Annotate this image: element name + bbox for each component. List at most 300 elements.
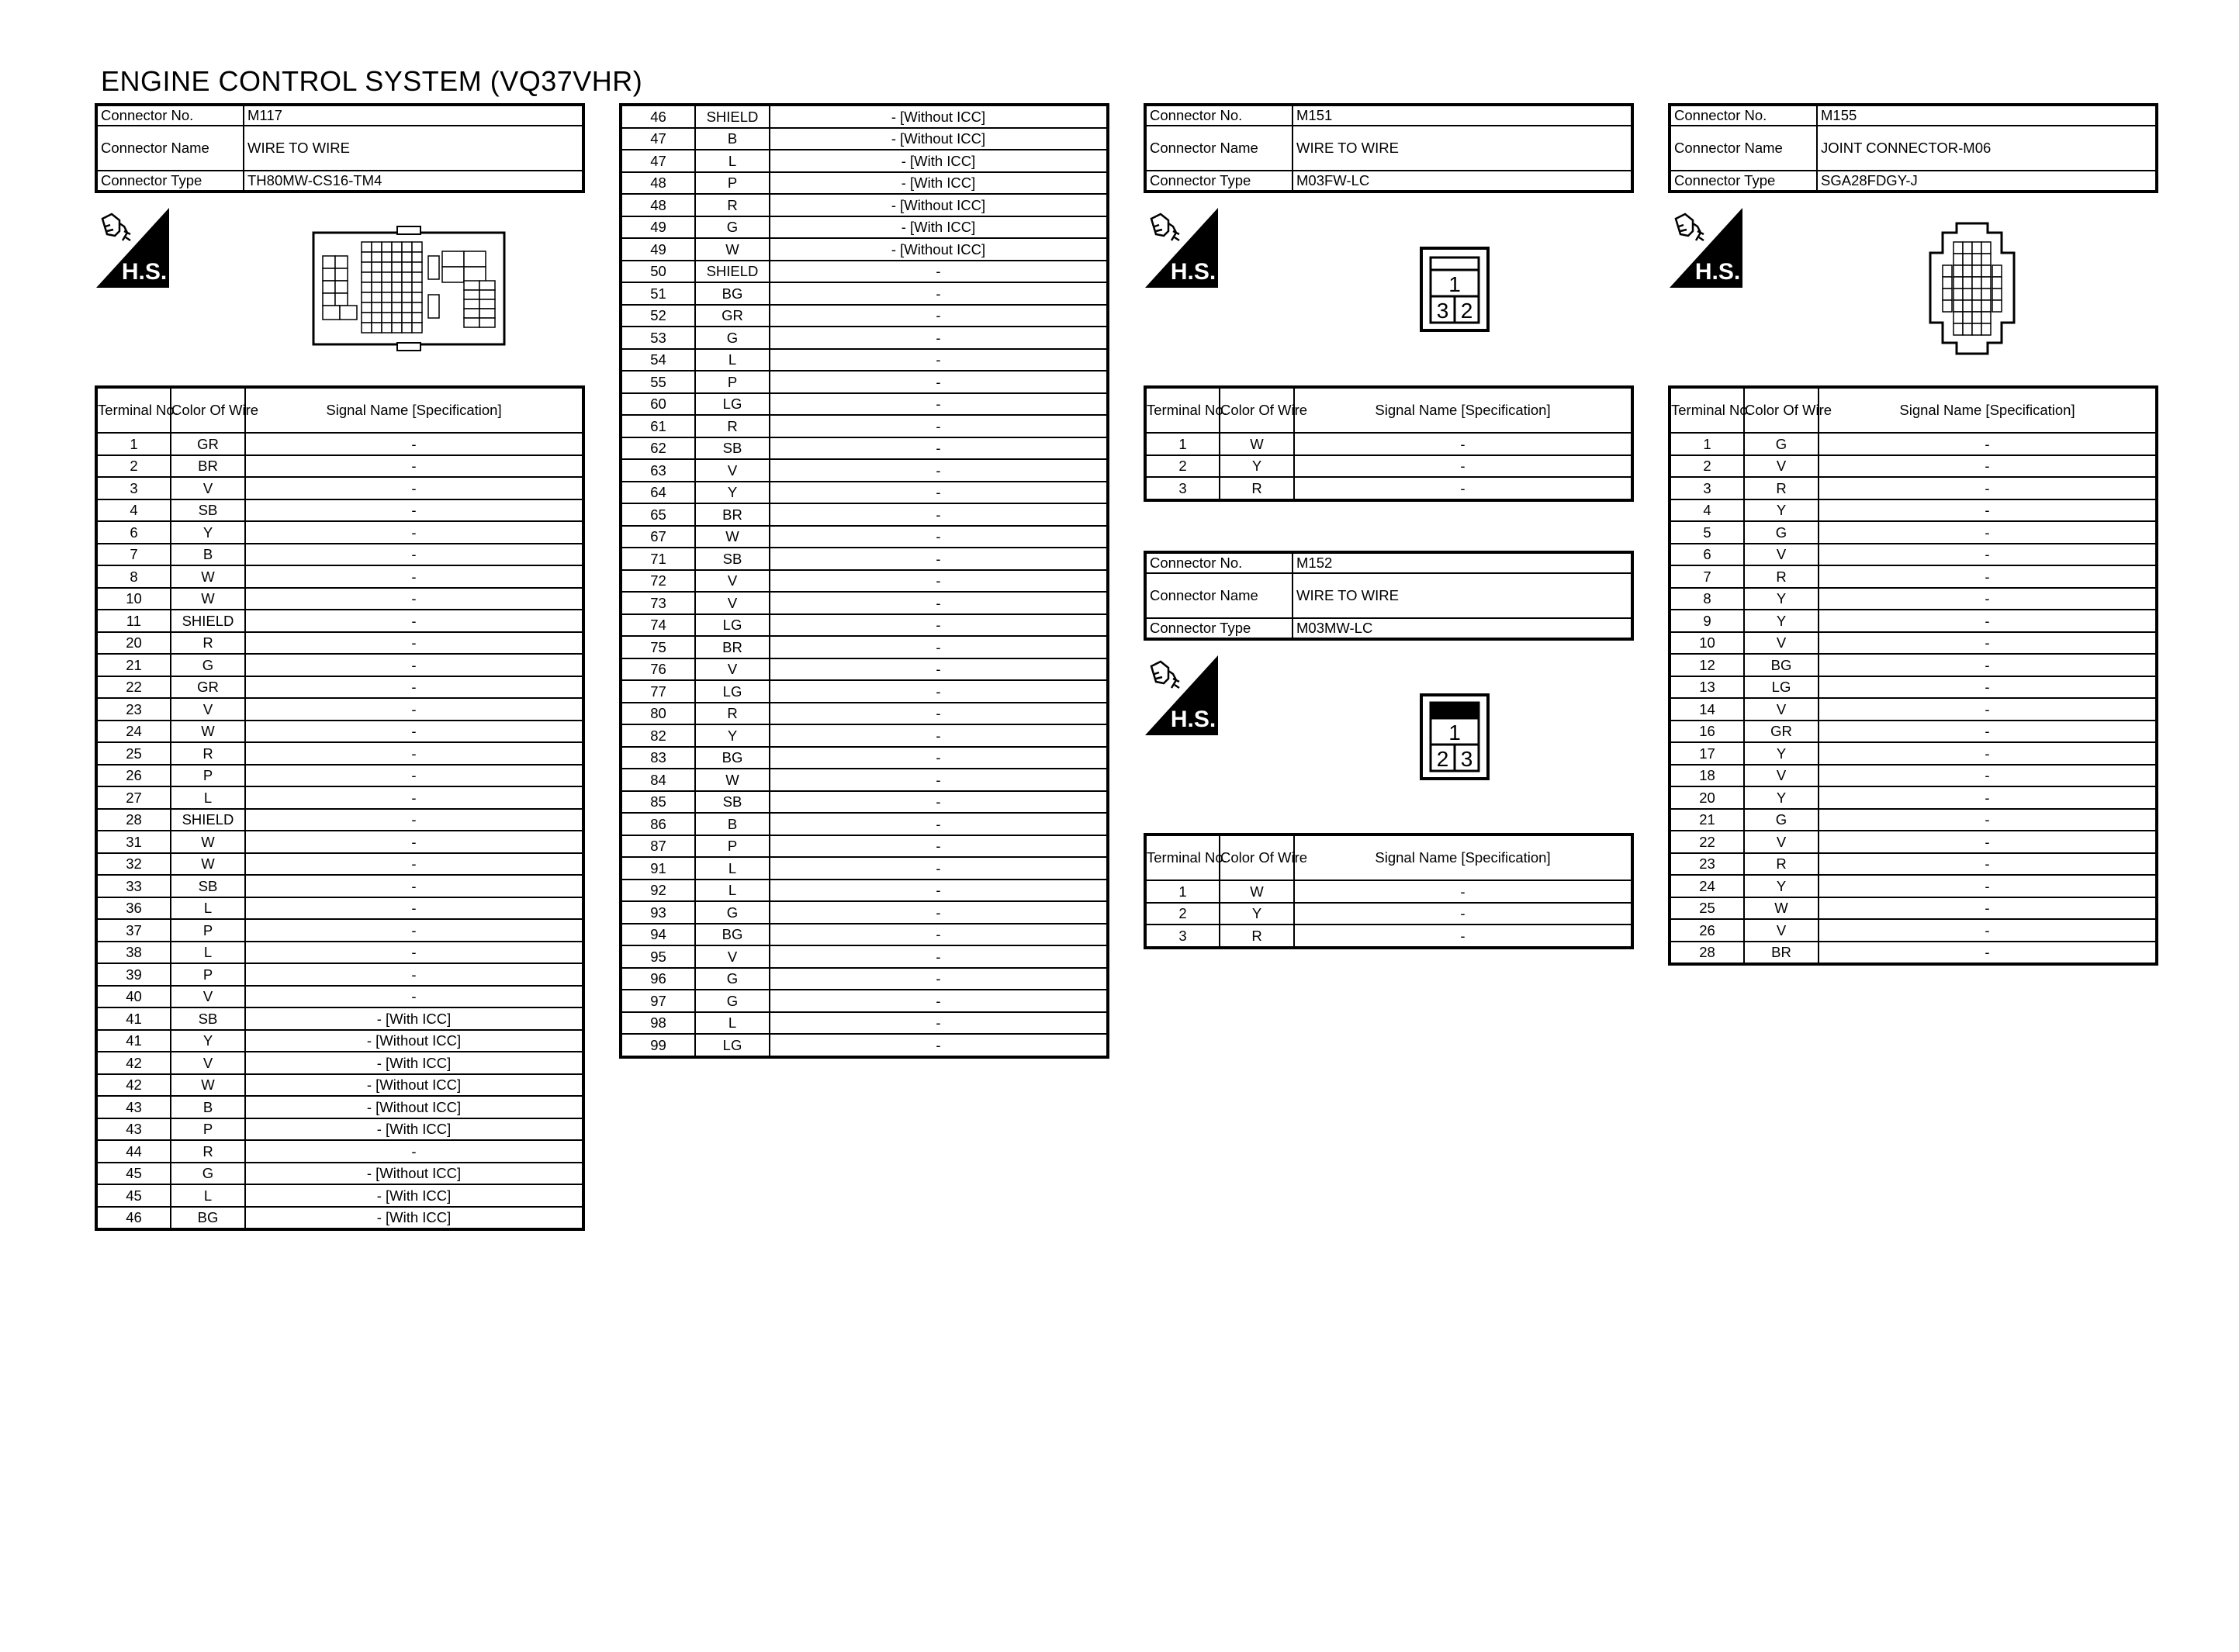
- connector-pin-cell: [1963, 289, 1972, 300]
- terminal-no-cell: 2: [96, 455, 171, 478]
- connector-pin-cell: [372, 292, 382, 302]
- terminal-no-cell: 63: [621, 459, 695, 482]
- wire-color-cell: G: [171, 1163, 245, 1185]
- terminal-no-cell: 37: [96, 919, 171, 942]
- wire-color-cell: Y: [1744, 875, 1819, 897]
- table-row: [621, 194, 1108, 216]
- table-row: [621, 459, 1108, 482]
- signal-name-cell: -: [770, 1034, 1108, 1057]
- terminal-no-cell: 4: [96, 499, 171, 522]
- terminal-no-cell: 21: [1670, 809, 1744, 831]
- table-row: [1670, 610, 2157, 632]
- connector-name-value: JOINT CONNECTOR-M06: [1817, 126, 2157, 171]
- signal-name-cell: - [Without ICC]: [770, 128, 1108, 150]
- connector-pin-cell: [1981, 277, 1991, 289]
- connector-pin-cell: [372, 242, 382, 252]
- wire-color-cell: G: [695, 901, 770, 924]
- connector-pin-cell: [392, 242, 402, 252]
- terminal-no-cell: 62: [621, 437, 695, 460]
- wire-color-cell: G: [1744, 521, 1819, 544]
- wire-color-cell: R: [1220, 924, 1294, 948]
- connector-pin-cell: [402, 313, 412, 323]
- wire-color-cell: P: [171, 765, 245, 787]
- pin-label: 3: [1460, 747, 1473, 771]
- table-row: [621, 747, 1108, 769]
- signal-name-cell: -: [1819, 588, 2157, 610]
- connector-pin-cell: [392, 313, 402, 323]
- signal-name-cell: -: [770, 393, 1108, 416]
- terminal-no-cell: 41: [96, 1007, 171, 1030]
- signal-name-cell: - [With ICC]: [770, 216, 1108, 239]
- wire-color-cell: L: [695, 349, 770, 372]
- signal-name-cell: -: [770, 658, 1108, 681]
- signal-name-cell: -: [770, 1012, 1108, 1035]
- wire-color-cell: GR: [1744, 721, 1819, 743]
- connector-pin-cell: [392, 252, 402, 262]
- connector-name-value: WIRE TO WIRE: [1293, 126, 1632, 171]
- table-row: [621, 724, 1108, 747]
- connector-info-m152: [1144, 551, 1634, 641]
- terminal-no-cell: 27: [96, 786, 171, 809]
- wire-color-cell: V: [1744, 919, 1819, 942]
- terminal-no-cell: 23: [96, 698, 171, 721]
- table-row: [621, 128, 1108, 150]
- connector-pin-cell: [464, 281, 479, 290]
- connector-pin-cell: [479, 318, 495, 327]
- terminal-no-cell: 3: [1145, 924, 1220, 948]
- table-row: [1670, 942, 2157, 965]
- connector-pin-cell: [323, 268, 335, 281]
- connector-pin-cell: [1981, 242, 1991, 254]
- table-row: [621, 570, 1108, 593]
- signal-name-cell: -: [770, 415, 1108, 437]
- signal-name-cell: -: [245, 721, 583, 743]
- table-row: [96, 809, 583, 831]
- table-row: [96, 919, 583, 942]
- signal-name-cell: -: [245, 765, 583, 787]
- terminal-no-cell: 18: [1670, 765, 1744, 787]
- wire-color-cell: V: [695, 945, 770, 968]
- wire-color-cell: LG: [695, 614, 770, 637]
- wire-color-cell: W: [171, 1074, 245, 1097]
- wire-color-cell: P: [695, 172, 770, 195]
- pin-label: 2: [1436, 747, 1449, 771]
- table-row: [621, 968, 1108, 990]
- table-row: [1670, 809, 2157, 831]
- connector-pin-cell: [382, 323, 392, 333]
- table-row: [1670, 875, 2157, 897]
- wire-color-cell: V: [1744, 455, 1819, 478]
- connector-pin-cell: [323, 256, 335, 268]
- connector-info-m151: [1144, 103, 1634, 193]
- wire-color-cell: BG: [695, 282, 770, 305]
- wire-color-cell: G: [695, 216, 770, 239]
- table-row: [1145, 433, 1632, 455]
- terminal-no-cell: 98: [621, 1012, 695, 1035]
- wire-color-cell: Y: [1744, 786, 1819, 809]
- terminal-no-cell: 83: [621, 747, 695, 769]
- table-row: [96, 544, 583, 566]
- terminal-no-cell: 5: [1670, 521, 1744, 544]
- table-row: [1670, 897, 2157, 920]
- connector-pin-cell: [392, 262, 402, 272]
- connector-pin-cell: [1992, 277, 2002, 289]
- signal-name-cell: -: [770, 857, 1108, 880]
- signal-name-cell: -: [1819, 676, 2157, 699]
- wire-color-cell: V: [695, 658, 770, 681]
- connector-diagram-m117: [312, 225, 506, 352]
- connector-no-value: M152: [1293, 552, 1632, 573]
- wire-color-cell: BR: [171, 455, 245, 478]
- connector-pin-cell: [1943, 265, 1952, 277]
- signal-name-cell: -: [770, 327, 1108, 349]
- terminal-no-cell: 85: [621, 791, 695, 814]
- terminal-no-cell: 95: [621, 945, 695, 968]
- connector-pin-cell: [323, 293, 335, 306]
- color-of-wire-header: Color Of Wire: [1220, 835, 1294, 880]
- wire-color-cell: V: [1744, 831, 1819, 853]
- table-row: [621, 835, 1108, 858]
- wire-color-cell: R: [1744, 477, 1819, 499]
- svg-text:H.S.: H.S.: [1170, 707, 1216, 732]
- wire-color-cell: R: [1220, 477, 1294, 500]
- wire-color-cell: G: [695, 327, 770, 349]
- wire-color-cell: L: [171, 897, 245, 920]
- table-row: [1670, 455, 2157, 478]
- signal-name-cell: -: [245, 610, 583, 632]
- connector-pin-cell: [323, 281, 335, 293]
- signal-name-cell: - [With ICC]: [245, 1007, 583, 1030]
- signal-name-cell: - [Without ICC]: [770, 194, 1108, 216]
- signal-name-cell: -: [770, 880, 1108, 902]
- table-row: [96, 765, 583, 787]
- table-row: [96, 831, 583, 853]
- terminal-no-cell: 61: [621, 415, 695, 437]
- table-row: [96, 1096, 583, 1118]
- wire-color-cell: SHIELD: [171, 809, 245, 831]
- wire-color-cell: R: [695, 415, 770, 437]
- wire-color-cell: B: [171, 1096, 245, 1118]
- terminal-table-m117-b: [619, 103, 1109, 1059]
- connector-info-m155: [1668, 103, 2158, 193]
- connector-pin-cell: [335, 293, 348, 306]
- wire-color-cell: GR: [171, 676, 245, 699]
- signal-name-cell: -: [245, 853, 583, 876]
- terminal-no-cell: 11: [96, 610, 171, 632]
- wire-color-cell: SB: [171, 499, 245, 522]
- table-row: [96, 477, 583, 499]
- connector-pin-cell: [1981, 289, 1991, 300]
- wire-color-cell: LG: [1744, 676, 1819, 699]
- signal-name-cell: -: [770, 747, 1108, 769]
- signal-name-cell: -: [245, 831, 583, 853]
- pin-label: 3: [1436, 299, 1449, 323]
- table-row: [621, 658, 1108, 681]
- connector-pin-cell: [464, 318, 479, 327]
- connector-pin-cell: [382, 282, 392, 292]
- terminal-no-cell: 54: [621, 349, 695, 372]
- wire-color-cell: V: [171, 1052, 245, 1074]
- signal-name-cell: -: [770, 901, 1108, 924]
- connector-pin-cell: [464, 309, 479, 318]
- table-row: [96, 721, 583, 743]
- connector-pin-cell: [1972, 242, 1981, 254]
- signal-name-cell: -: [1819, 919, 2157, 942]
- wire-color-cell: SB: [171, 875, 245, 897]
- table-row: [1670, 499, 2157, 522]
- wire-color-cell: SB: [171, 1007, 245, 1030]
- wire-color-cell: R: [171, 632, 245, 655]
- table-row: [621, 592, 1108, 614]
- table-row: [96, 1184, 583, 1207]
- wire-color-cell: G: [1744, 809, 1819, 831]
- terminal-no-header: Terminal No.: [96, 387, 171, 433]
- signal-name-cell: - [Without ICC]: [770, 105, 1108, 128]
- terminal-no-cell: 73: [621, 592, 695, 614]
- wire-color-cell: V: [1744, 632, 1819, 655]
- wire-color-cell: W: [1744, 897, 1819, 920]
- connector-pin-cell: [382, 302, 392, 313]
- terminal-no-header: Terminal No.: [1145, 835, 1220, 880]
- table-row: [621, 636, 1108, 658]
- connector-pin-cell: [1954, 242, 1963, 254]
- pin-label: 2: [1460, 299, 1473, 323]
- connector-pin-cell: [1954, 323, 1963, 335]
- terminal-no-cell: 13: [1670, 676, 1744, 699]
- table-row: [96, 1030, 583, 1052]
- table-row: [621, 924, 1108, 946]
- signal-name-cell: -: [770, 680, 1108, 703]
- connector-pin-cell: [428, 256, 439, 279]
- signal-name-cell: - [Without ICC]: [245, 1030, 583, 1052]
- wire-color-cell: V: [1744, 698, 1819, 721]
- connector-pin-cell: [340, 306, 357, 320]
- terminal-no-cell: 80: [621, 703, 695, 725]
- wire-color-cell: R: [1744, 853, 1819, 876]
- signal-name-cell: -: [245, 521, 583, 544]
- connector-pin-cell: [372, 302, 382, 313]
- terminal-no-cell: 93: [621, 901, 695, 924]
- table-row: [621, 880, 1108, 902]
- signal-name-cell: -: [1819, 897, 2157, 920]
- wire-color-cell: Y: [1744, 610, 1819, 632]
- connector-pin-cell: [362, 262, 372, 272]
- table-row: [621, 680, 1108, 703]
- signal-name-cell: -: [245, 698, 583, 721]
- table-row: [621, 503, 1108, 526]
- terminal-no-cell: 26: [96, 765, 171, 787]
- connector-pin-cell: [1972, 300, 1981, 312]
- terminal-no-header: Terminal No.: [1670, 387, 1744, 433]
- connector-pin-cell: [1963, 242, 1972, 254]
- table-row: [96, 786, 583, 809]
- terminal-no-cell: 48: [621, 172, 695, 195]
- signal-name-cell: -: [1819, 765, 2157, 787]
- signal-name-cell: -: [770, 791, 1108, 814]
- connector-pin-cell: [1954, 254, 1963, 265]
- table-row: [621, 349, 1108, 372]
- connector-name-label: Connector Name: [96, 126, 244, 171]
- connector-pin-cell: [442, 267, 464, 282]
- terminal-no-cell: 1: [1145, 880, 1220, 903]
- terminal-no-cell: 74: [621, 614, 695, 637]
- table-row: [1670, 919, 2157, 942]
- wire-color-cell: V: [695, 592, 770, 614]
- connector-type-label: Connector Type: [1670, 171, 1817, 192]
- table-row: [96, 897, 583, 920]
- connector-pin-cell: [1943, 289, 1952, 300]
- table-row: [621, 548, 1108, 570]
- table-row: [96, 986, 583, 1008]
- wire-color-cell: SB: [695, 437, 770, 460]
- signal-name-cell: -: [1819, 521, 2157, 544]
- wire-color-cell: Y: [1744, 588, 1819, 610]
- connector-pin-cell: [412, 292, 422, 302]
- table-row: [621, 238, 1108, 261]
- connector-pin-cell: [382, 242, 392, 252]
- terminal-no-cell: 72: [621, 570, 695, 593]
- wire-color-cell: V: [171, 477, 245, 499]
- terminal-no-cell: 45: [96, 1163, 171, 1185]
- wire-color-cell: B: [695, 813, 770, 835]
- wire-color-cell: G: [695, 968, 770, 990]
- table-row: [96, 875, 583, 897]
- signal-name-cell: -: [245, 455, 583, 478]
- signal-name-cell: -: [770, 437, 1108, 460]
- terminal-no-cell: 7: [1670, 565, 1744, 588]
- connector-pin-cell: [412, 302, 422, 313]
- table-row: [96, 853, 583, 876]
- table-row: [621, 482, 1108, 504]
- wire-color-cell: SB: [695, 791, 770, 814]
- terminal-no-cell: 47: [621, 150, 695, 172]
- connector-pin-cell: [1963, 300, 1972, 312]
- terminal-no-cell: 52: [621, 305, 695, 327]
- signal-name-cell: -: [1294, 924, 1632, 948]
- connector-pin-cell: [412, 262, 422, 272]
- table-row: [621, 371, 1108, 393]
- connector-pin-cell: [1963, 312, 1972, 323]
- table-row: [1670, 698, 2157, 721]
- signal-name-cell: -: [1819, 455, 2157, 478]
- wire-color-cell: R: [695, 194, 770, 216]
- connector-pin-cell: [1972, 289, 1981, 300]
- wire-color-cell: V: [1744, 765, 1819, 787]
- terminal-no-cell: 75: [621, 636, 695, 658]
- wire-color-cell: BG: [695, 924, 770, 946]
- terminal-no-cell: 65: [621, 503, 695, 526]
- table-row: [1670, 433, 2157, 455]
- wire-color-cell: W: [171, 565, 245, 588]
- wire-color-cell: BR: [1744, 942, 1819, 965]
- signal-name-cell: -: [245, 565, 583, 588]
- terminal-no-cell: 94: [621, 924, 695, 946]
- page-title: ENGINE CONTROL SYSTEM (VQ37VHR): [101, 65, 643, 97]
- signal-name-cell: -: [245, 477, 583, 499]
- table-row: [621, 282, 1108, 305]
- terminal-no-cell: 33: [96, 875, 171, 897]
- wire-color-cell: P: [695, 835, 770, 858]
- wire-color-cell: Y: [695, 724, 770, 747]
- connector-pin-cell: [1992, 289, 2002, 300]
- table-row: [96, 433, 583, 455]
- terminal-no-cell: 14: [1670, 698, 1744, 721]
- table-row: [96, 1140, 583, 1163]
- table-row: [621, 1012, 1108, 1035]
- table-row: [621, 703, 1108, 725]
- terminal-no-cell: 84: [621, 769, 695, 791]
- connector-pin-cell: [392, 272, 402, 282]
- signal-name-header: Signal Name [Specification]: [245, 387, 583, 433]
- wire-color-cell: SHIELD: [695, 105, 770, 128]
- signal-name-cell: - [Without ICC]: [245, 1074, 583, 1097]
- table-row: [96, 942, 583, 964]
- wire-color-cell: GR: [171, 433, 245, 455]
- wire-color-cell: P: [171, 1118, 245, 1141]
- terminal-no-cell: 96: [621, 968, 695, 990]
- wire-color-cell: W: [171, 853, 245, 876]
- connector-type-value: SGA28FDGY-J: [1817, 171, 2157, 192]
- table-row: [621, 857, 1108, 880]
- connector-pin-cell: [1981, 265, 1991, 277]
- terminal-no-cell: 47: [621, 128, 695, 150]
- terminal-no-cell: 97: [621, 990, 695, 1012]
- wire-color-cell: R: [171, 742, 245, 765]
- connector-pin-cell: [1943, 277, 1952, 289]
- connector-pin-cell: [1954, 265, 1963, 277]
- table-row: [96, 1007, 583, 1030]
- signal-name-cell: -: [245, 875, 583, 897]
- connector-pin-cell: [412, 242, 422, 252]
- wire-color-cell: P: [695, 371, 770, 393]
- wire-color-cell: W: [1220, 880, 1294, 903]
- connector-name-label: Connector Name: [1670, 126, 1817, 171]
- connector-pin-cell: [372, 252, 382, 262]
- signal-name-cell: -: [770, 282, 1108, 305]
- terminal-no-cell: 44: [96, 1140, 171, 1163]
- terminal-no-cell: 48: [621, 194, 695, 216]
- terminal-no-cell: 2: [1670, 455, 1744, 478]
- terminal-no-cell: 4: [1670, 499, 1744, 522]
- wire-color-cell: W: [171, 831, 245, 853]
- signal-name-cell: - [With ICC]: [245, 1118, 583, 1141]
- table-row: [621, 990, 1108, 1012]
- terminal-no-cell: 49: [621, 238, 695, 261]
- table-row: [96, 588, 583, 610]
- connector-pin-cell: [372, 323, 382, 333]
- signal-name-cell: -: [245, 919, 583, 942]
- signal-name-cell: -: [1819, 477, 2157, 499]
- terminal-no-cell: 45: [96, 1184, 171, 1207]
- terminal-no-cell: 22: [1670, 831, 1744, 853]
- terminal-no-cell: 23: [1670, 853, 1744, 876]
- svg-text:H.S.: H.S.: [1694, 259, 1741, 285]
- wire-color-cell: V: [171, 698, 245, 721]
- table-row: [621, 216, 1108, 239]
- connector-pin-cell: [1963, 254, 1972, 265]
- wire-color-cell: SB: [695, 548, 770, 570]
- connector-pin-cell: [335, 268, 348, 281]
- wire-color-cell: L: [695, 857, 770, 880]
- connector-pin-cell: [362, 272, 372, 282]
- terminal-no-cell: 2: [1145, 903, 1220, 925]
- wire-color-cell: BG: [695, 747, 770, 769]
- signal-name-cell: -: [245, 742, 583, 765]
- terminal-table-m152: [1144, 833, 1634, 949]
- wire-color-cell: G: [171, 654, 245, 676]
- connector-pin-cell: [335, 256, 348, 268]
- connector-pin-cell: [372, 272, 382, 282]
